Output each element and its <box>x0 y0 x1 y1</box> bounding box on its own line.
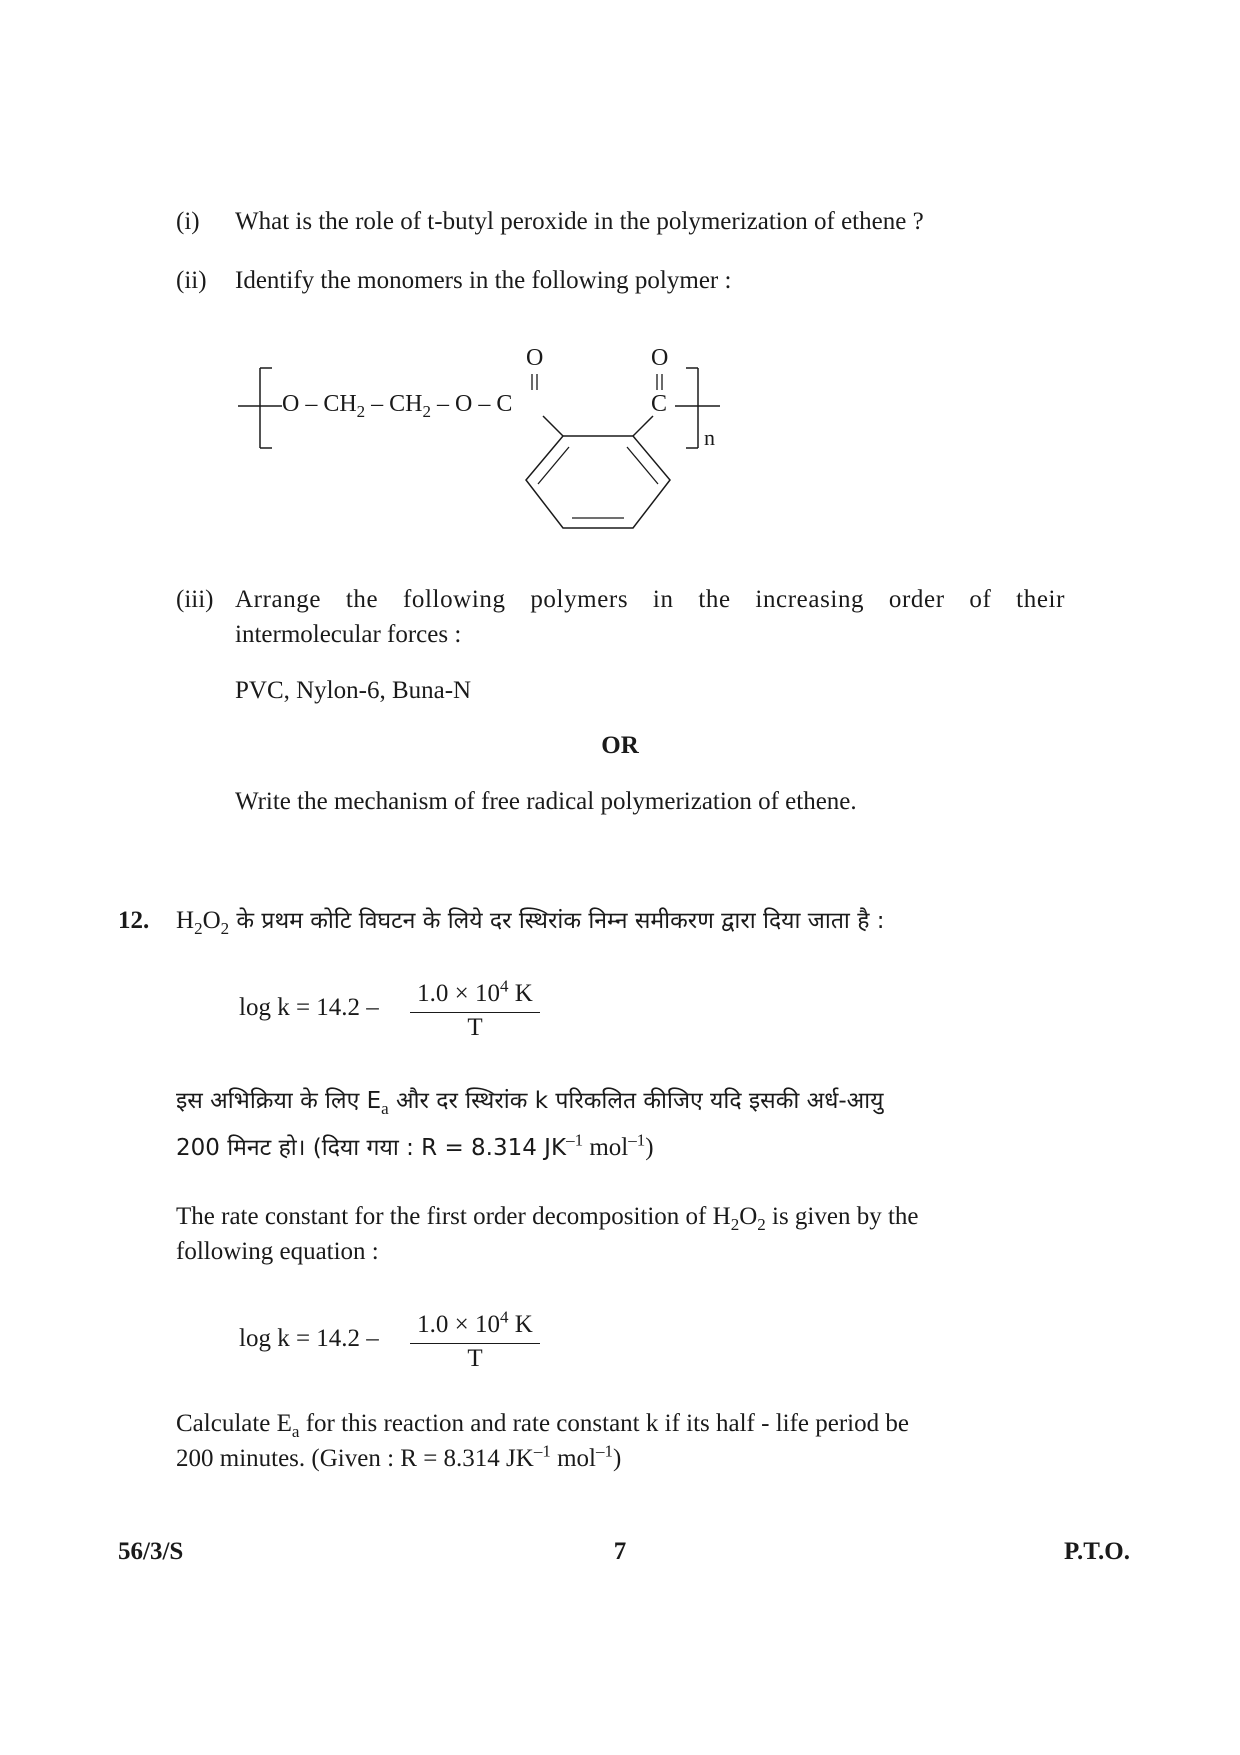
carbonyl-oxygen-left: O <box>526 345 544 371</box>
equation-2-fraction <box>410 1303 540 1383</box>
chain-text: O – $CH_2 - CH_2$ – O – C <box>282 391 513 421</box>
q12-english-calc-line2: 200 minutes. (Given : R = 8.314 $JK^{-1}$ mol$^{-1}$) <box>176 1441 622 1472</box>
part-i-number: (i) <box>176 208 200 235</box>
part-i-text: What is the role of t-butyl peroxide in the polymerization of ethene ? <box>235 208 924 235</box>
part-iii-text-line1: Arrange the following polymers in the increasing order of their <box>235 586 1065 613</box>
q12-english-calc-line1: Calculate $E_a$ for this reaction and rate constant k if its half - life period be <box>176 1410 909 1441</box>
repeat-unit-n: n <box>704 425 715 450</box>
equation-2 <box>235 1303 555 1383</box>
equation-2-numerator: $1.0 \times 10^4$ K <box>417 1307 533 1338</box>
polymer-structure <box>230 340 750 560</box>
question-12-number: 12. <box>118 907 150 934</box>
q12-hindi-calc-line1: इस अभिक्रिया के लिए $E_a$ और दर स्थिरांक k परिकलित कीजिए यदि इसकी अर्ध-आयु <box>176 1088 884 1118</box>
part-iii-number: (iii) <box>176 586 214 613</box>
footer-pto: P.T.O. <box>1064 1538 1130 1565</box>
carbonyl-carbon-right: C <box>651 391 668 417</box>
carbonyl-oxygen-right: O <box>651 345 669 371</box>
equation-1-lhs: log k = 14.2 – <box>239 994 379 1021</box>
equation-2-lhs: log k = 14.2 – <box>239 1325 379 1352</box>
equation-1-numerator: $1.0 \times 10^4$ K <box>417 976 533 1007</box>
q12-hindi-calc-line2: 200 मिनट हो। (दिया गया : R = 8.314 $JK^{-1}$ mol$^{-1}$) <box>176 1130 654 1161</box>
or-separator: OR <box>601 732 639 759</box>
equation-1 <box>235 972 555 1052</box>
equation-1-fraction <box>410 972 540 1052</box>
equation-2-denominator: T <box>467 1345 483 1372</box>
alt-question: Write the mechanism of free radical polymerization of ethene. <box>235 788 857 815</box>
footer-page-number: 7 <box>613 1538 627 1565</box>
part-ii-text: Identify the monomers in the following polymer : <box>235 267 732 294</box>
q12-english-intro-line1: The rate constant for the first order decomposition of $H_2O_2$ is given by the <box>176 1203 919 1234</box>
polymer-list: PVC, Nylon-6, Buna-N <box>235 677 472 704</box>
q12-hindi-intro: $H_2O_2$ के प्रथम कोटि विघटन के लिये दर स्थिरांक निम्न समीकरण द्वारा दिया जाता है : <box>176 907 885 938</box>
q12-english-intro-line2: following equation : <box>176 1238 379 1265</box>
footer-paper-code: 56/3/S <box>118 1538 184 1565</box>
part-iii-text-line2: intermolecular forces : <box>235 621 462 648</box>
part-ii-number: (ii) <box>176 267 207 294</box>
polymer-structure-drawing <box>230 340 750 560</box>
equation-1-denominator: T <box>467 1014 483 1041</box>
